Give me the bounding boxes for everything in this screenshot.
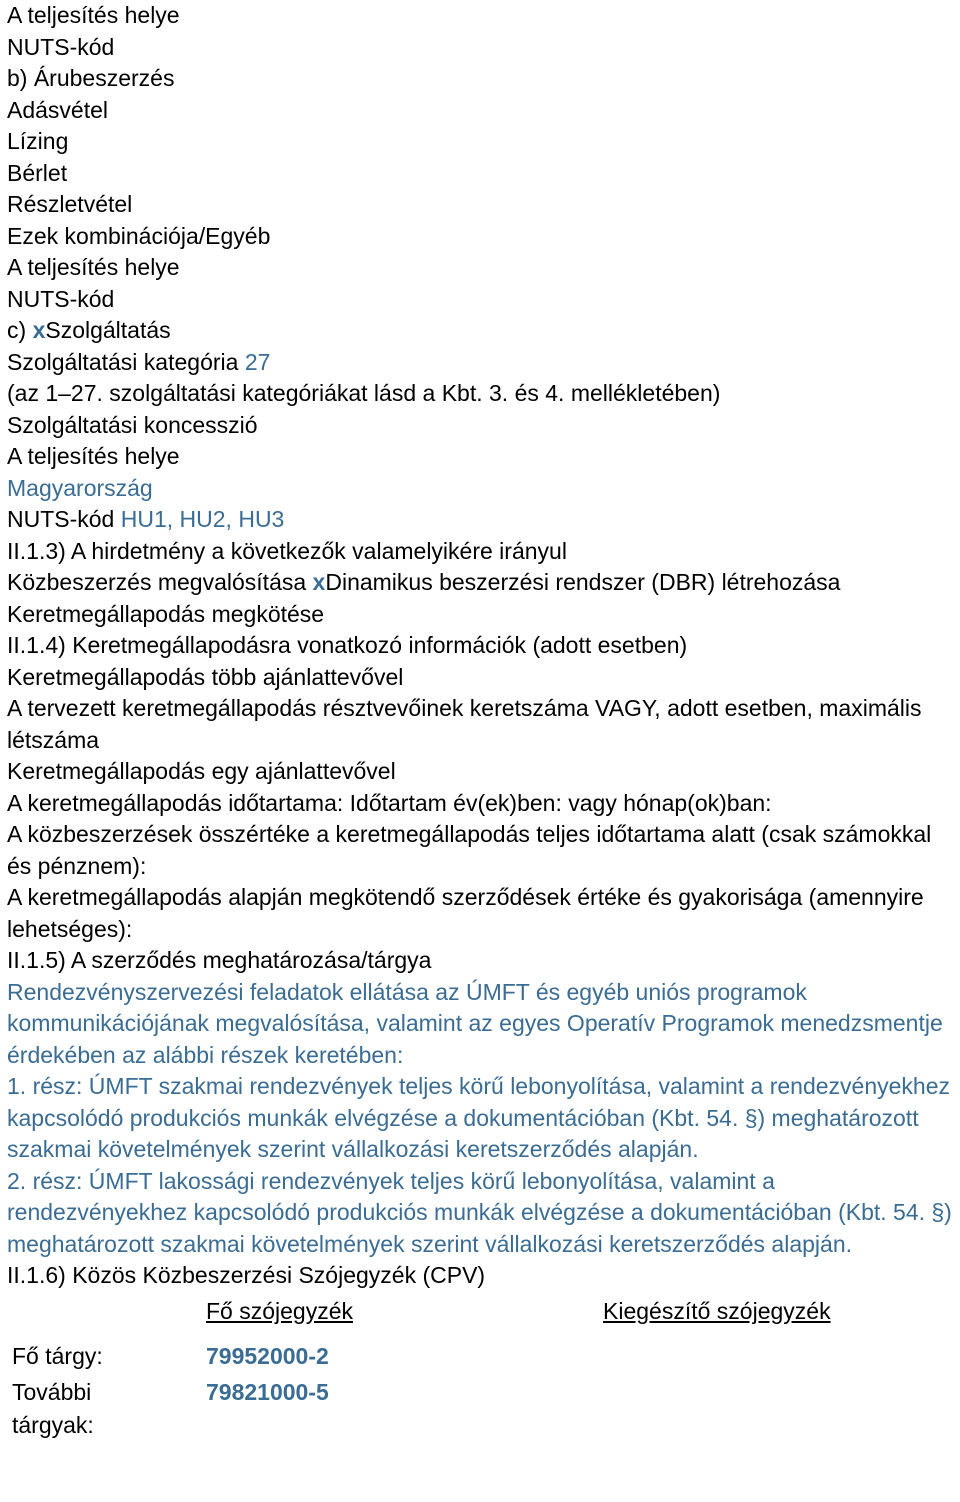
- framework-multiple-tenderers: Keretmegállapodás több ajánlattevővel: [7, 663, 404, 690]
- option-leasing: Lízing: [7, 128, 69, 154]
- service-category: [7, 347, 954, 379]
- framework-single-tenderer: Keretmegállapodás egy ajánlattevővel: [7, 758, 396, 784]
- performance-place-value: Magyarország: [7, 474, 153, 501]
- performance-place-label: A teljesítés helye: [7, 443, 180, 469]
- framework-duration: A keretmegállapodás időtartama: Időtartam év(ek)ben: vagy hónap(ok)ban:: [7, 789, 772, 816]
- performance-place-label: A teljesítés helye: [7, 254, 180, 280]
- option-combination: Ezek kombinációja/Egyéb: [7, 222, 271, 249]
- section-ii-1-5-heading: II.1.5) A szerződés meghatározása/tárgya: [7, 947, 432, 973]
- dps-label: Dinamikus beszerzési rendszer (DBR) létrehozása: [325, 569, 841, 595]
- lot-2-description: 2. rész: ÚMFT lakossági rendezvények teljes körű lebonyolítása, valamint a rendezvényekhez kapcsolódó produkciós munkák elvégzése a dokumentációban (Kbt. 54. §) meghatározott szakmai követelmények szerint vállalkozási keretszerződés alapján.: [7, 1167, 952, 1257]
- service-prefix: c): [7, 317, 33, 343]
- cpv-main-vocabulary-header: Fő szójegyzék: [206, 1297, 354, 1324]
- checked-mark: x: [32, 317, 46, 343]
- section-ii-1-3-heading: II.1.3) A hirdetmény a következők valamelyikére irányul: [7, 537, 567, 564]
- nuts-code: [7, 504, 954, 536]
- nuts-code-label: NUTS-kód: [7, 506, 121, 532]
- contract-description: Rendezvényszervezési feladatok ellátása az ÚMFT és egyéb uniós programok kommunikációjának megvalósítása, valamint az egyes Operatív Programok menedzsmentje érdekében az alábbi részek keretében:: [7, 978, 943, 1068]
- option-installment: Részletvétel: [7, 191, 133, 217]
- cpv-main-object-supp: [603, 1336, 863, 1376]
- nuts-code-label: NUTS-kód: [7, 285, 115, 312]
- service-heading: [7, 315, 954, 347]
- checked-mark: x: [312, 569, 326, 595]
- service-label: Szolgáltatás: [45, 317, 171, 343]
- framework-participants: A tervezett keretmegállapodás résztvevőinek keretszáma VAGY, adott esetben, maximális létszáma: [7, 695, 922, 753]
- service-category-note: (az 1–27. szolgáltatási kategóriákat lásd a Kbt. 3. és 4. mellékletében): [7, 380, 721, 406]
- performance-place-label: A teljesítés helye: [7, 2, 180, 28]
- goods-procurement-heading: b) Árubeszerzés: [7, 65, 175, 91]
- service-category-value: 27: [244, 348, 271, 375]
- cpv-additional-objects-label: További tárgyak:: [12, 1378, 94, 1438]
- option-rent: Bérlet: [7, 159, 68, 186]
- lot-1-description: 1. rész: ÚMFT szakmai rendezvények teljes körű lebonyolítása, valamint a rendezvényekhez kapcsolódó produkciós munkák elvégzése a dokumentációban (Kbt. 54. §) meghatározott szakmai követelmények szerint vállalkozási keretszerződés alapján.: [7, 1073, 951, 1162]
- service-concession: Szolgáltatási koncesszió: [7, 411, 258, 438]
- cpv-main-object-code: 79952000-2: [206, 1342, 329, 1369]
- framework-total-value: A közbeszerzések összértéke a keretmegállapodás teljes időtartama alatt (csak számokkal és pénznem):: [7, 821, 932, 879]
- option-purchase: Adásvétel: [7, 96, 109, 123]
- section-ii-1-4-heading: II.1.4) Keretmegállapodásra vonatkozó információk (adott esetben): [7, 632, 688, 658]
- framework-contract-values: A keretmegállapodás alapján megkötendő szerződések értéke és gyakorisága (amennyire lehetséges):: [7, 884, 924, 942]
- cpv-additional-objects-code: 79821000-5: [206, 1378, 329, 1405]
- framework-agreement-option: Keretmegállapodás megkötése: [7, 600, 325, 627]
- procurement-implementation: Közbeszerzés megvalósítása: [7, 569, 313, 595]
- cpv-main-object-label: Fő tárgy:: [12, 1342, 103, 1369]
- cpv-supplementary-vocabulary-header: Kiegészítő szójegyzék: [603, 1297, 831, 1324]
- nuts-code-label: NUTS-kód: [7, 33, 115, 60]
- notice-type: [7, 567, 954, 599]
- section-ii-1-6-heading: II.1.6) Közös Közbeszerzési Szójegyzék (CPV): [7, 1262, 486, 1288]
- nuts-code-value: HU1, HU2, HU3: [120, 506, 285, 532]
- service-category-label: Szolgáltatási kategória: [7, 348, 245, 375]
- cpv-table: [7, 1296, 954, 1442]
- cpv-additional-objects-supp: [603, 1376, 863, 1442]
- cpv-corner: [7, 1296, 206, 1336]
